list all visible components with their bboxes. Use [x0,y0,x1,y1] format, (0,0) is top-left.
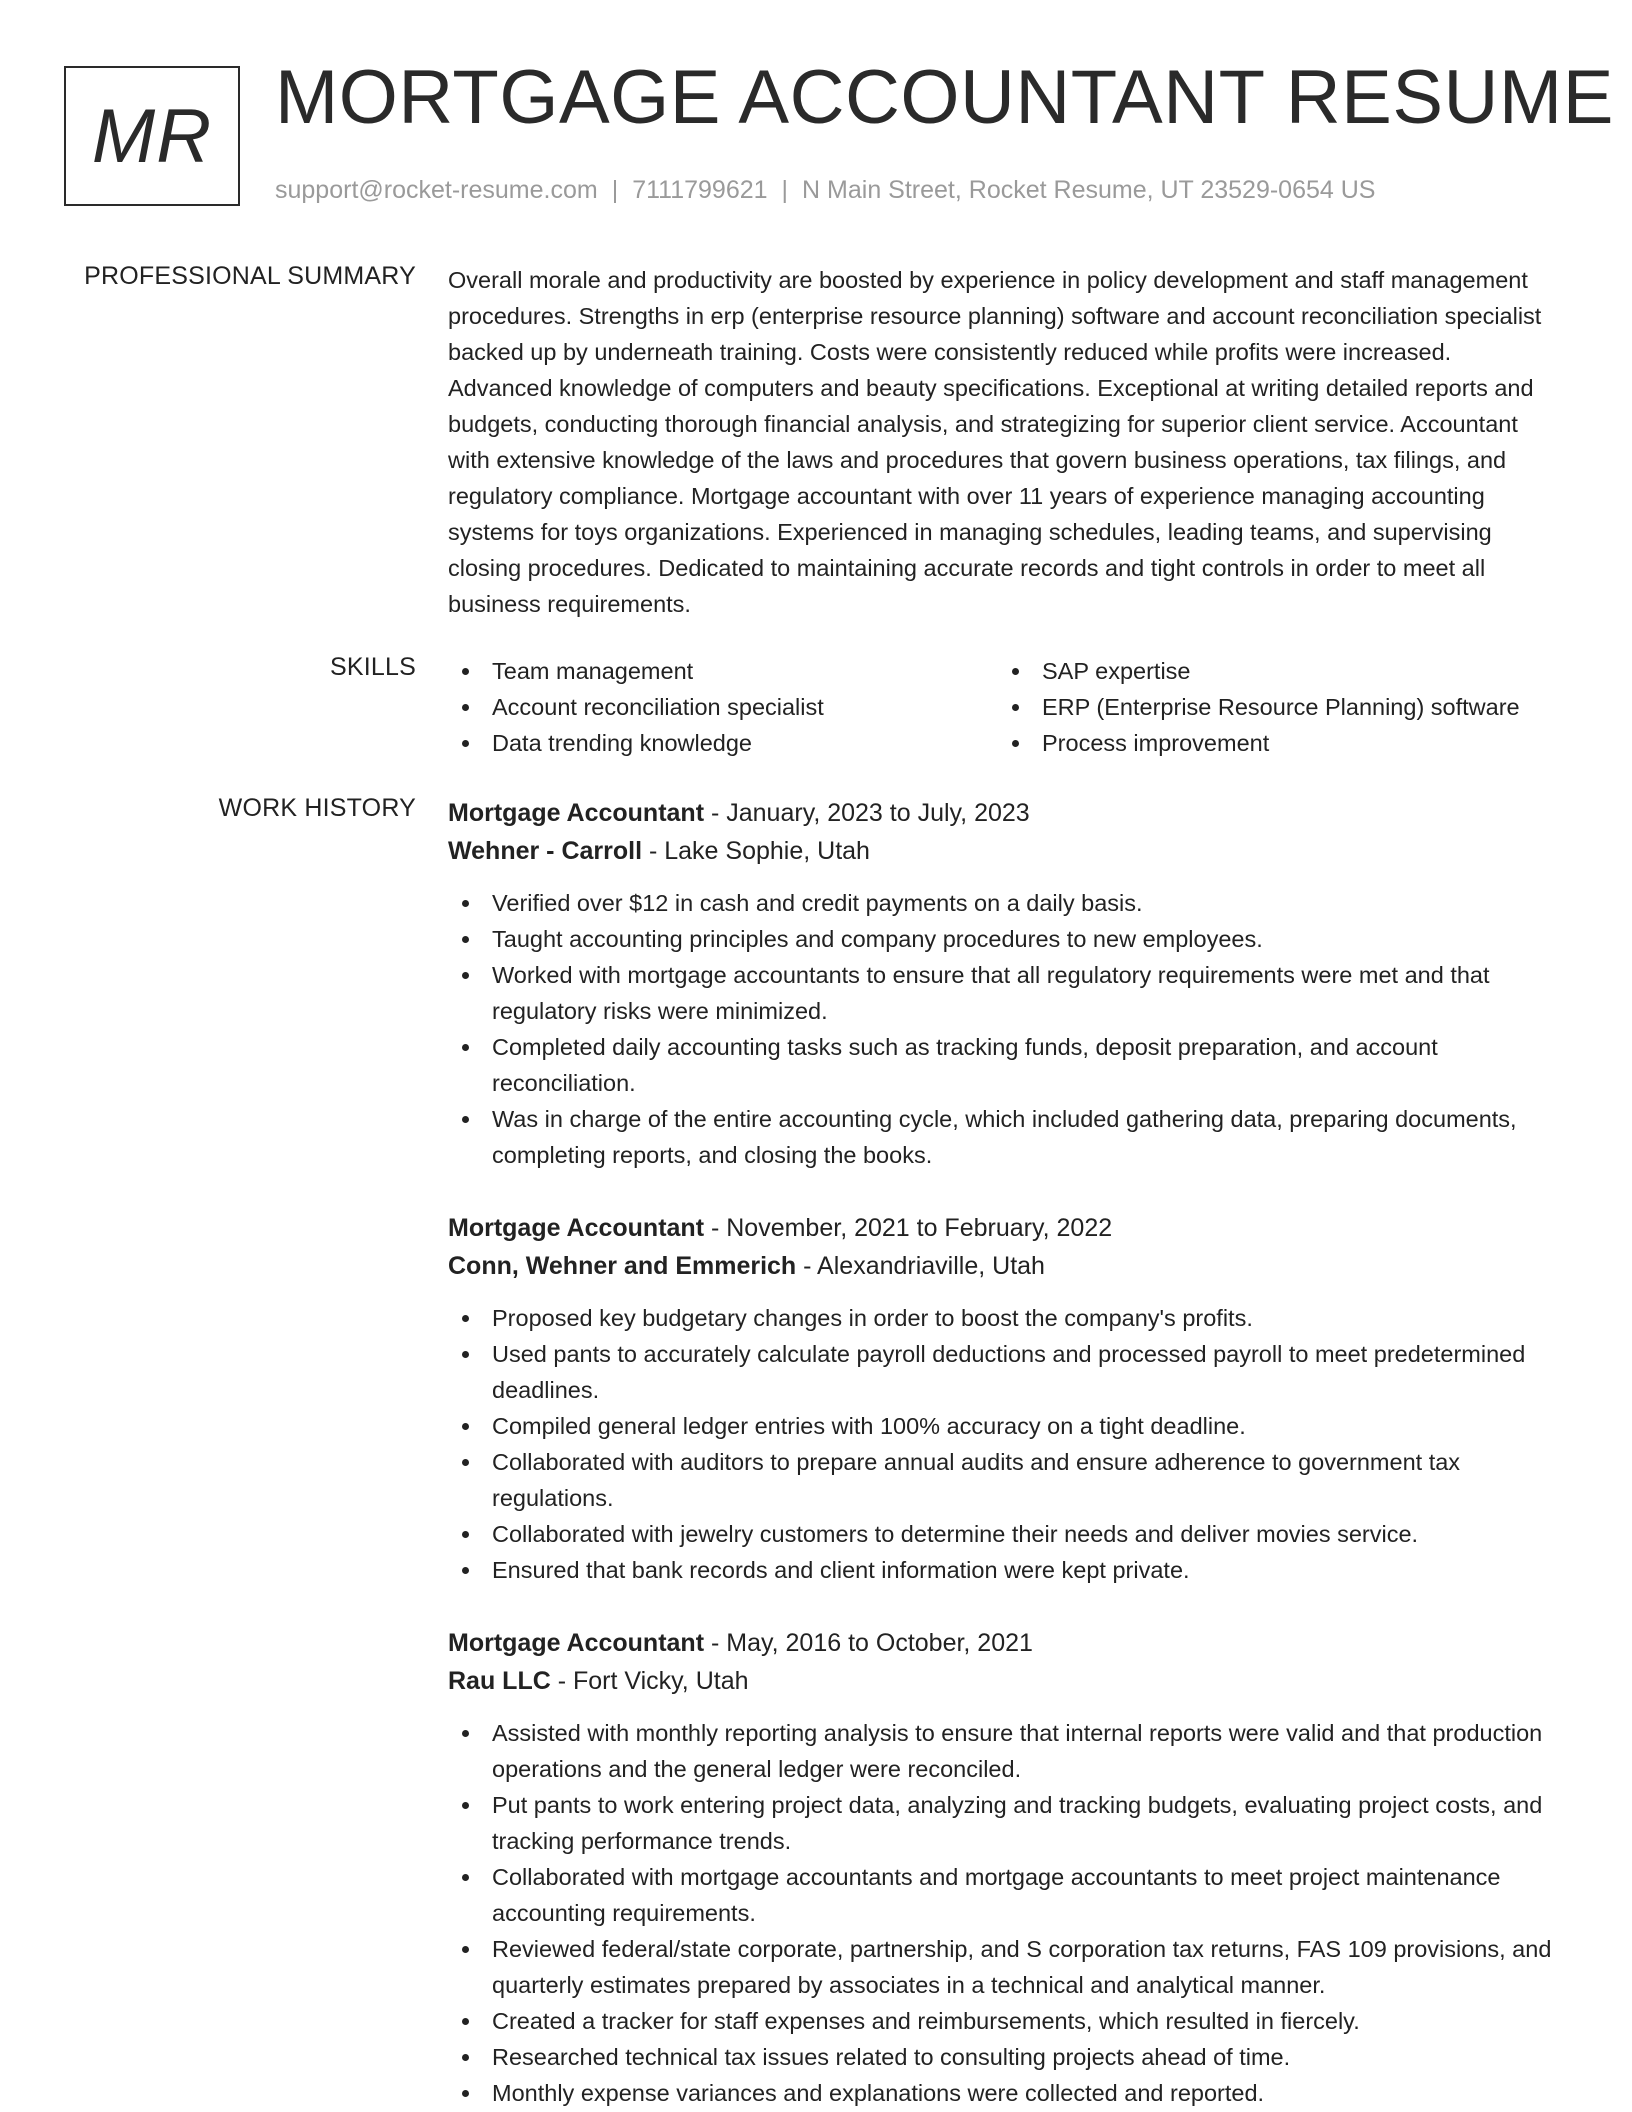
job-bullet: Taught accounting principles and company procedures to new employees. [448,921,1560,957]
job-bullet: Collaborated with mortgage accountants and mortgage accountants to meet project maintenance accounting requirements. [448,1859,1560,1931]
contact-phone: 7111799621 [632,176,768,204]
section-label-work-history: WORK HISTORY [218,794,416,822]
job-bullets [448,1715,1560,2111]
skills-list-right [998,653,1548,761]
monogram-initials: MR [91,93,213,179]
section-label-skills: SKILLS [330,653,416,681]
job-title: Mortgage Accountant [448,1629,705,1657]
job-company: Wehner - Carroll [448,837,643,865]
contact-separator: | [611,176,619,204]
job-bullet: Monthly expense variances and explanations were collected and reported. [448,2075,1560,2111]
contact-separator: | [781,176,789,204]
skill-item: Account reconciliation specialist [448,689,998,725]
skill-item: Data trending knowledge [448,725,998,761]
job-bullet: Used pants to accurately calculate payroll deductions and processed payroll to meet predetermined deadlines. [448,1336,1560,1408]
job-bullet: Ensured that bank records and client information were kept private. [448,1552,1560,1588]
job-company-line [448,1662,1560,1700]
job-company-line [448,1247,1560,1285]
contact-email: support@rocket-resume.com [275,176,598,204]
monogram-box [64,66,240,206]
summary-text: Overall morale and productivity are boosted by experience in policy development and staff management procedures. Strengths in erp (enterprise resource planning) software and account reconciliation specialist backed up by underneath training. Costs were consistently reduced while profits were increased. Advanced knowledge of computers and beauty specifications. Exceptional at writing detailed reports and budgets, conducting thorough financial analysis, and strategizing for superior client service. Accountant with extensive knowledge of the laws and procedures that govern business operations, tax filings, and regulatory compliance. Mortgage accountant with over 11 years of experience managing accounting systems for toys organizations. Experienced in managing schedules, leading teams, and supervising closing procedures. Dedicated to maintaining accurate records and tight controls in order to meet all business requirements. [448,267,1542,617]
skill-item: Team management [448,653,998,689]
skills-list-left [448,653,998,761]
jobs-list [448,794,1560,2112]
contact-address: N Main Street, Rocket Resume, UT 23529-0654 US [802,176,1376,204]
job-company: Rau LLC [448,1667,551,1695]
job-dates: - January, 2023 to July, 2023 [704,799,1030,827]
job-bullet: Worked with mortgage accountants to ensure that all regulatory requirements were met and that regulatory risks were minimized. [448,957,1560,1029]
job-bullets [448,1300,1560,1588]
section-label-summary: PROFESSIONAL SUMMARY [84,262,416,290]
job-title-line [448,1624,1560,1662]
skill-item: Process improvement [998,725,1548,761]
job-bullet: Was in charge of the entire accounting cycle, which included gathering data, preparing documents, completing reports, and closing the books. [448,1101,1560,1173]
job-bullet: Collaborated with jewelry customers to determine their needs and deliver movies service. [448,1516,1560,1552]
job-bullet: Created a tracker for staff expenses and reimbursements, which resulted in fiercely. [448,2003,1560,2039]
job-bullet: Verified over $12 in cash and credit payments on a daily basis. [448,885,1560,921]
job-bullet: Assisted with monthly reporting analysis to ensure that internal reports were valid and that production operations and the general ledger were reconciled. [448,1715,1560,1787]
job-location: - Alexandriaville, Utah [796,1252,1045,1280]
resume-title: MORTGAGE ACCOUNTANT RESUME [275,55,1614,140]
job-dates: - November, 2021 to February, 2022 [704,1214,1113,1242]
job-location: - Lake Sophie, Utah [642,837,870,865]
job-title-line [448,1209,1560,1247]
job-company-line [448,832,1560,870]
job-bullet: Compiled general ledger entries with 100% accuracy on a tight deadline. [448,1408,1560,1444]
job-bullet: Collaborated with auditors to prepare annual audits and ensure adherence to government tax regulations. [448,1444,1560,1516]
job-title: Mortgage Accountant [448,799,705,827]
job-entry [448,1624,1560,2111]
job-bullets [448,885,1560,1173]
contact-line [275,176,1375,205]
job-entry [448,1209,1560,1588]
job-title-line [448,794,1560,832]
job-title: Mortgage Accountant [448,1214,705,1242]
job-bullet: Put pants to work entering project data, analyzing and tracking budgets, evaluating project costs, and tracking performance trends. [448,1787,1560,1859]
job-dates: - May, 2016 to October, 2021 [704,1629,1033,1657]
job-company: Conn, Wehner and Emmerich [448,1252,797,1280]
job-bullet: Completed daily accounting tasks such as tracking funds, deposit preparation, and account reconciliation. [448,1029,1560,1101]
job-bullet: Proposed key budgetary changes in order to boost the company's profits. [448,1300,1560,1336]
job-entry [448,794,1560,1173]
job-bullet: Reviewed federal/state corporate, partnership, and S corporation tax returns, FAS 109 provisions, and quarterly estimates prepared by associates in a technical and analytical manner. [448,1931,1560,2003]
job-location: - Fort Vicky, Utah [550,1667,749,1695]
skill-item: SAP expertise [998,653,1548,689]
job-bullet: Researched technical tax issues related to consulting projects ahead of time. [448,2039,1560,2075]
skill-item: ERP (Enterprise Resource Planning) software [998,689,1548,725]
